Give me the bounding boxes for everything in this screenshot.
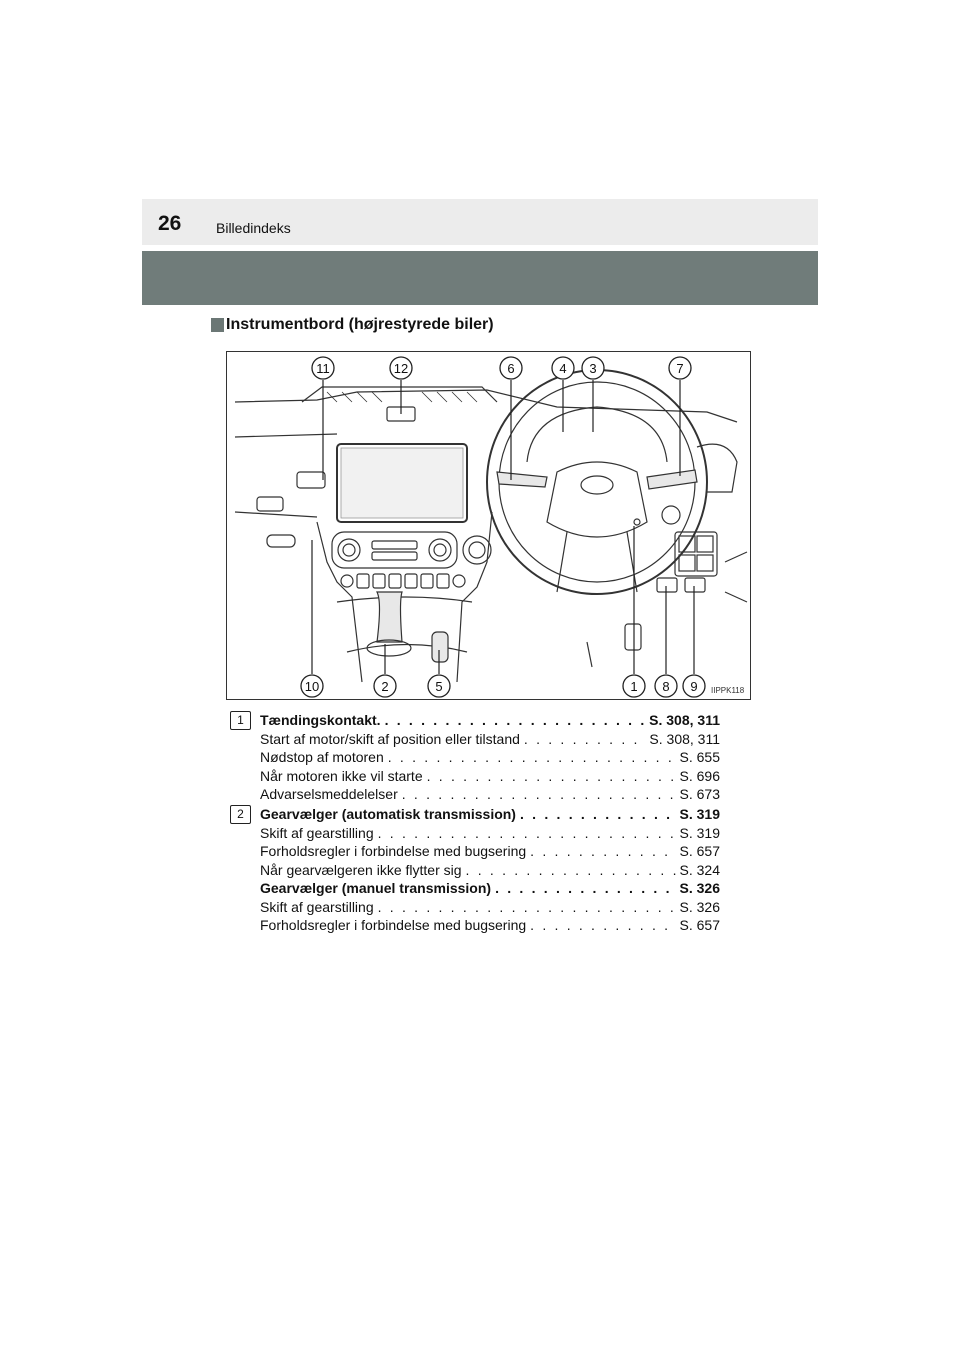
dot-leader: [530, 916, 675, 935]
index-line: [260, 748, 720, 767]
heading-square-icon: [211, 318, 224, 332]
callout-label: 4: [559, 361, 567, 376]
page-reference-link[interactable]: S. 657: [679, 843, 720, 859]
page-reference-link[interactable]: S. 655: [679, 749, 720, 765]
section-banner: [142, 251, 818, 305]
dot-leader: [427, 767, 676, 786]
dot-leader: [402, 785, 676, 804]
index-line-text: Når gearvælgeren ikke flytter sig: [260, 861, 462, 878]
callout-label: 7: [676, 361, 684, 376]
index-line: [260, 730, 720, 749]
index-line: [260, 805, 720, 824]
entry-lines: [260, 711, 720, 804]
dot-leader: [495, 879, 675, 898]
index-line-text: Tændingskontakt.: [260, 712, 381, 728]
index-line-text: Start af motor/skift af position eller tilstand: [260, 730, 520, 747]
index-line-text: Gearvælger (automatisk transmission): [260, 806, 516, 822]
callout-label: 8: [662, 679, 670, 694]
section-title: Billedindeks: [216, 220, 291, 236]
index-line-text: Forholdsregler i forbindelse med bugsering: [260, 917, 527, 933]
entry-lines: [260, 805, 720, 935]
index-line-text: Skift af gearstilling: [260, 824, 374, 841]
page-reference-link[interactable]: S. 326: [679, 880, 720, 896]
page-reference-link[interactable]: S. 319: [679, 824, 720, 841]
index-line: [260, 916, 720, 935]
subsection-heading: [211, 316, 494, 334]
index-line: [260, 861, 720, 880]
index-line-text: Advarselsmeddelelser: [260, 786, 398, 802]
index-line: [260, 879, 720, 898]
page-reference-link[interactable]: S. 319: [679, 806, 720, 822]
index-line: [260, 898, 720, 917]
dot-leader: [385, 711, 646, 730]
callout-label: 10: [304, 679, 320, 694]
dot-leader: [524, 730, 646, 749]
dot-leader: [388, 748, 676, 767]
figure-code: IIPPK118: [711, 686, 745, 695]
callout-label: 9: [690, 679, 698, 694]
page-reference-link[interactable]: S. 324: [679, 861, 720, 878]
page-number: 26: [158, 212, 182, 235]
entry-number: 2: [230, 805, 251, 824]
dot-leader: [378, 824, 676, 843]
index-line: [260, 711, 720, 730]
dashboard-drawing: [227, 352, 750, 699]
callout-label: 6: [507, 361, 515, 376]
index-line-text: Skift af gearstilling: [260, 898, 374, 915]
index-line: [260, 785, 720, 804]
index-line-text: Gearvælger (manuel transmission): [260, 880, 492, 896]
callout-label: 1: [630, 679, 638, 694]
page-reference-link[interactable]: S. 308, 311: [649, 712, 720, 728]
callout-label: 5: [435, 679, 443, 694]
page-reference-link[interactable]: S. 696: [679, 767, 720, 784]
callout-label: 12: [393, 361, 409, 376]
index-line: [260, 842, 720, 861]
dot-leader: [378, 898, 676, 917]
page-reference-link[interactable]: S. 308, 311: [649, 730, 720, 747]
callout-label: 11: [316, 361, 330, 376]
index-line-text: Nødstop af motoren: [260, 749, 384, 765]
dot-leader: [466, 861, 676, 880]
heading-text: Instrumentbord (højrestyrede biler): [226, 316, 494, 333]
entry-number: 1: [230, 711, 251, 730]
index-line-text: Forholdsregler i forbindelse med bugsering: [260, 843, 527, 859]
index-line-text: Når motoren ikke vil starte: [260, 767, 423, 784]
page-reference-link[interactable]: S. 326: [679, 898, 720, 915]
index-line: [260, 824, 720, 843]
page-reference-link[interactable]: S. 673: [679, 786, 720, 802]
dot-leader: [530, 842, 675, 861]
index-line: [260, 767, 720, 786]
dot-leader: [520, 805, 676, 824]
callout-label: 2: [381, 679, 389, 694]
callout-label: 3: [589, 361, 597, 376]
dashboard-illustration: [226, 351, 751, 700]
page-reference-link[interactable]: S. 657: [679, 917, 720, 933]
